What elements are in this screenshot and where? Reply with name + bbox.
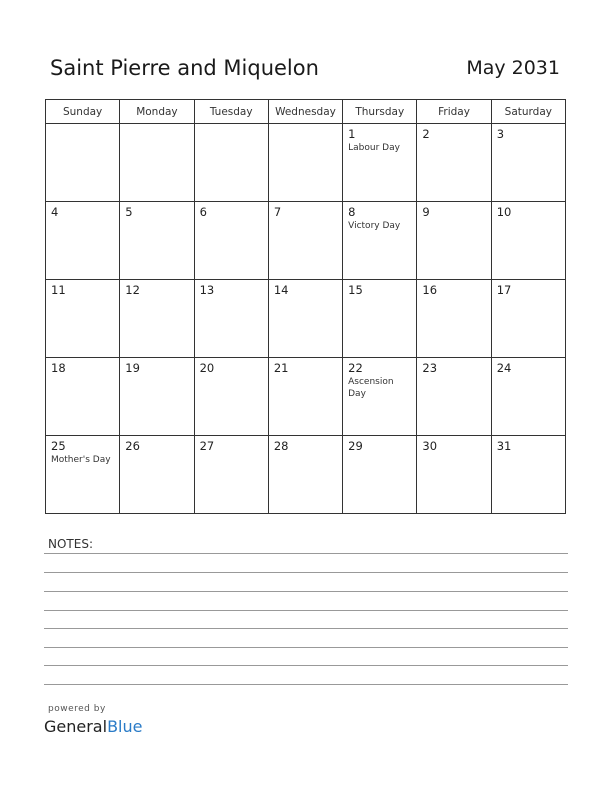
day-cell [343,358,417,436]
day-number: 15 [348,283,363,297]
holiday-label [46,297,119,298]
day-cell [194,358,268,436]
day-cell [417,124,491,202]
holiday-label [417,141,490,142]
day-cell [46,124,120,202]
day-number: 11 [51,283,66,297]
weekday-header: Thursday [343,100,417,124]
holiday-label [120,127,193,128]
day-cell [194,280,268,358]
day-cell [491,124,565,202]
notes-line [44,610,568,611]
day-number: 21 [273,361,289,375]
day-number: 19 [125,361,140,375]
day-cell [491,358,565,436]
day-number: 27 [199,439,215,453]
holiday-label [417,375,490,376]
holiday-label [195,219,268,220]
day-cell [417,358,491,436]
weekday-header: Wednesday [268,100,342,124]
notes-line [44,665,568,666]
notes-line [44,553,568,554]
holiday-label [417,219,490,220]
day-number: 3 [496,127,505,141]
weekday-header: Saturday [491,100,565,124]
day-cell [194,124,268,202]
day-number: 1 [348,127,356,141]
day-number: 13 [199,283,215,297]
day-cell [268,358,342,436]
day-cell [46,280,120,358]
day-number: 12 [125,283,140,297]
day-number: 26 [125,439,140,453]
day-number: 28 [273,439,289,453]
holiday-label: Victory Day [348,221,401,231]
day-cell [120,202,194,280]
holiday-label [120,297,193,298]
holiday-label [269,297,342,298]
holiday-label [46,219,119,220]
day-cell [417,280,491,358]
holiday-label [269,219,342,220]
day-cell [268,436,342,514]
holiday-label: Ascension Day [348,377,394,399]
holiday-label [46,375,119,376]
holiday-label [269,127,342,128]
day-cell [46,202,120,280]
day-cell [491,280,565,358]
day-cell [268,280,342,358]
holiday-label [269,453,342,454]
weekday-header: Sunday [46,100,120,124]
weekday-header-row [46,100,566,124]
notes-label: NOTES: [48,537,93,551]
generalblue-logo [44,717,142,736]
day-number: 5 [125,205,133,219]
day-cell [343,280,417,358]
weekday-header: Monday [120,100,194,124]
week-row [46,124,566,202]
day-number: 24 [496,361,512,375]
day-number: 4 [51,205,59,219]
day-number: 22 [348,361,363,375]
day-cell [268,124,342,202]
day-number: 8 [348,205,356,219]
brand-blue-text: Blue [107,717,143,736]
holiday-label [492,453,565,454]
day-cell [491,436,565,514]
holiday-label [195,453,268,454]
holiday-label [269,375,342,376]
notes-line [44,591,568,592]
week-row [46,436,566,514]
holiday-label: Mother's Day [51,455,111,465]
day-cell [194,436,268,514]
day-cell [194,202,268,280]
holiday-label [120,375,193,376]
holiday-label [195,375,268,376]
holiday-label [46,127,119,128]
calendar-month-year: May 2031 [466,57,560,79]
holiday-label [417,297,490,298]
day-number: 6 [199,205,207,219]
holiday-label [343,453,416,454]
day-cell [120,280,194,358]
holiday-label [492,297,565,298]
holiday-label [120,219,193,220]
day-number: 18 [51,361,66,375]
month-calendar-grid [45,99,566,514]
day-cell [46,436,120,514]
holiday-label [417,453,490,454]
holiday-label [195,297,268,298]
weekday-header: Tuesday [194,100,268,124]
notes-line [44,684,568,685]
holiday-label [492,141,565,142]
holiday-label [195,127,268,128]
day-cell [343,202,417,280]
day-number: 23 [422,361,438,375]
day-number: 25 [51,439,66,453]
day-number: 20 [199,361,215,375]
powered-by-label: powered by [48,704,106,714]
day-cell [417,202,491,280]
notes-line [44,572,568,573]
holiday-label [492,375,565,376]
day-cell [343,124,417,202]
holiday-label [120,453,193,454]
day-number: 16 [422,283,438,297]
week-row [46,202,566,280]
holiday-label: Labour Day [348,143,400,153]
day-cell [120,436,194,514]
brand-general-text: General [44,717,108,736]
calendar-country-title: Saint Pierre and Miquelon [50,56,319,80]
day-number: 30 [422,439,438,453]
day-number: 17 [496,283,512,297]
day-cell [46,358,120,436]
notes-line [44,628,568,629]
weekday-header: Friday [417,100,491,124]
day-cell [417,436,491,514]
day-number: 7 [273,205,282,219]
holiday-label [343,297,416,298]
day-number: 2 [422,127,430,141]
day-cell [268,202,342,280]
week-row [46,358,566,436]
day-number: 29 [348,439,363,453]
week-row [46,280,566,358]
day-cell [491,202,565,280]
day-cell [343,436,417,514]
day-number: 31 [496,439,512,453]
day-number: 14 [273,283,289,297]
day-number: 10 [496,205,512,219]
day-cell [120,124,194,202]
notes-line [44,647,568,648]
day-cell [120,358,194,436]
day-number: 9 [422,205,430,219]
holiday-label [492,219,565,220]
